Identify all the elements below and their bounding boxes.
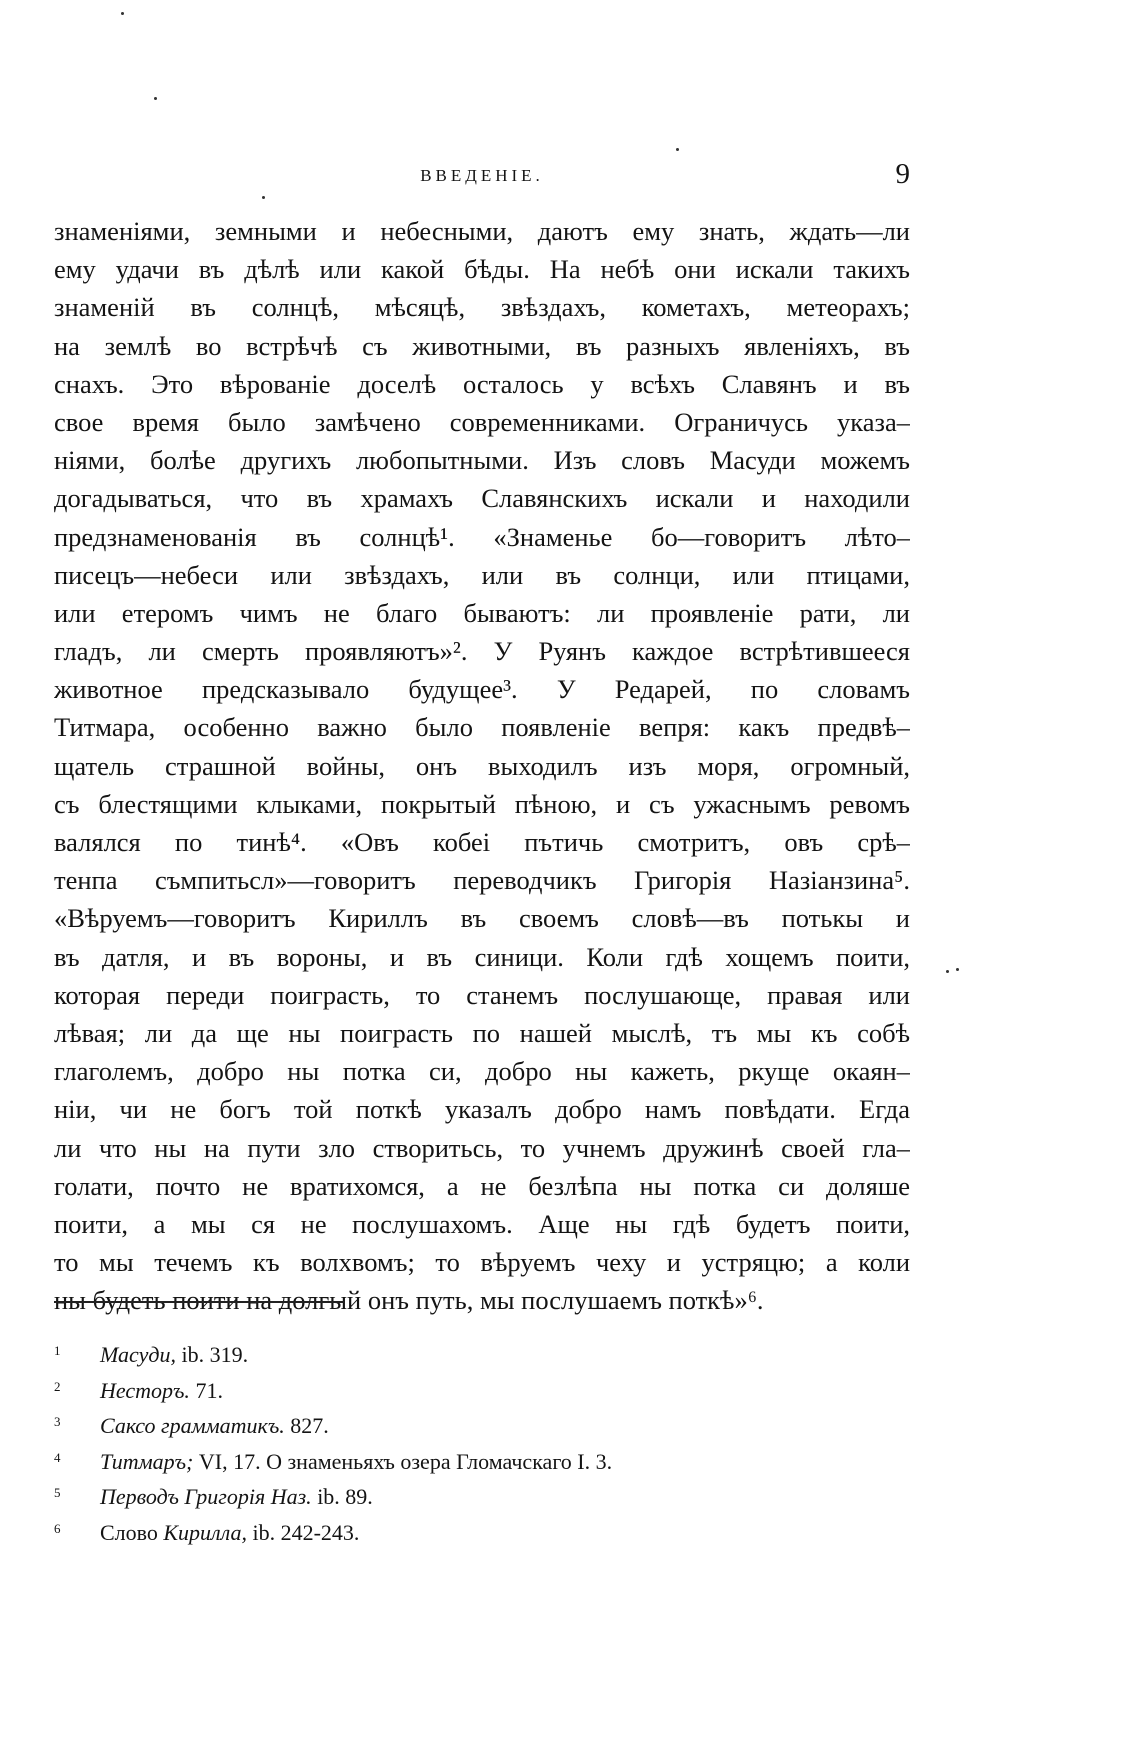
footnote-number: 1 (54, 1343, 61, 1358)
text-line: поити, а мы ся не послушахомъ. Аще ны гдѣ будетъ поити, (54, 1208, 910, 1239)
text-line: лѣвая; ли да ще ны поиграсть по нашей мыслѣ, тъ мы къ собѣ (54, 1017, 910, 1048)
print-speck (676, 148, 679, 151)
footnote (54, 1511, 910, 1547)
footnote-reference: ib. 319. (175, 1342, 249, 1367)
print-speck (956, 968, 959, 971)
text-line: тенпа съмпитьсл»—говоритъ переводчикъ Григорія Назіанзина⁵. (54, 865, 910, 896)
text-line: Титмара, особенно важно было появленіе вепря: какъ предвѣ– (54, 712, 910, 743)
footnote-reference: 71. (189, 1377, 223, 1403)
text-line: «Вѣруемъ—говоритъ Кириллъ въ своемъ словѣ—въ потькы и (54, 903, 910, 934)
text-line: глаголемъ, добро ны потка си, добро ны кажеть, ркуще окаян– (54, 1056, 910, 1087)
text-line: предзнаменованія въ солнцѣ¹. «Знаменье бо—говоритъ лѣто– (54, 521, 910, 552)
running-head: ВВЕДЕНІЕ. (420, 166, 544, 185)
footnotes (54, 1333, 910, 1546)
footnote-number: 6 (54, 1520, 61, 1536)
footnote-source: Несторъ. (100, 1377, 190, 1403)
body-text (54, 212, 910, 1319)
footnote-reference: VI, 17. О знаменьяхъ озера Гломачскаго I. 3. (193, 1448, 613, 1474)
footnote-number: 5 (54, 1485, 61, 1500)
footnote-reference: ib. 89. (311, 1484, 373, 1509)
footnote-source: Титмаръ; (100, 1448, 194, 1474)
footnote (54, 1475, 910, 1511)
text-line: то мы течемъ къ волхвомъ; то вѣруемъ чеху и устряцю; а коли (54, 1247, 910, 1278)
footnote-number: 4 (54, 1449, 61, 1465)
footnote (54, 1440, 910, 1476)
text-line: ніи, чи не богъ той поткѣ указалъ добро намъ повѣдати. Егда (54, 1094, 910, 1125)
footnote-rule (54, 1301, 344, 1303)
footnote (54, 1404, 910, 1440)
text-line: ны будеть поити на долгый онъ путь, мы послушаемъ поткѣ»⁶. (54, 1285, 764, 1316)
text-line: догадываться, что въ храмахъ Славянскихъ искали и находили (54, 483, 910, 514)
text-line: или етеромъ чимъ не благо бываютъ: ли проявленіе рати, ли (54, 597, 910, 628)
text-line: знаменій въ солнцѣ, мѣсяцѣ, звѣздахъ, кометахъ, метеорахъ; (54, 292, 910, 323)
text-line: на землѣ во встрѣчѣ съ животными, въ разныхъ явленіяхъ, въ (54, 330, 910, 361)
footnote-source: Масуди, (100, 1342, 176, 1367)
page-number: 9 (895, 158, 910, 190)
footnote-reference: Слово (100, 1519, 164, 1545)
footnote (54, 1333, 910, 1369)
text-line: которая переди поиграсть, то станемъ послушающе, правая или (54, 979, 910, 1010)
footnote-number: 2 (54, 1378, 61, 1394)
text-line: гладъ, ли смерть проявляютъ»². У Руянъ каждое встрѣтившееся (54, 636, 910, 667)
text-line: валялся по тинѣ⁴. «Овъ кобеі пътичь смотритъ, овъ срѣ– (54, 827, 910, 857)
text-line: ніями, болѣе другихъ любопытными. Изъ словъ Масуди можемъ (54, 445, 910, 476)
text-line: знаменіями, земными и небесными, даютъ ему знать, ждать—ли (54, 216, 910, 246)
text-line: снахъ. Это вѣрованіе доселѣ осталось у всѣхъ Славянъ и въ (54, 368, 910, 399)
print-speck (154, 97, 157, 100)
print-speck (946, 970, 949, 973)
footnote (54, 1369, 910, 1405)
footnote-source: Кирилла, (163, 1519, 247, 1545)
print-speck (121, 12, 124, 15)
text-line: писецъ—небеси или звѣздахъ, или въ солнци, или птицами, (54, 559, 910, 590)
text-line: животное предсказывало будущее³. У Редарей, по словамъ (54, 674, 910, 705)
footnote-source: Саксо грамматикъ. (100, 1413, 285, 1438)
page-header (54, 158, 910, 198)
text-line: голати, почто не вратихомся, а не безлѣпа ны потка си доляше (54, 1170, 910, 1201)
text-line: ему удачи въ дѣлѣ или какой бѣды. На небѣ они искали такихъ (54, 254, 910, 285)
text-line: щатель страшной войны, онъ выходилъ изъ моря, огромный, (54, 750, 910, 781)
text-line: въ датля, и въ вороны, и въ синици. Коли гдѣ хощемъ поити, (54, 941, 910, 972)
footnote-source: Перводъ Григорія Наз. (100, 1484, 312, 1509)
text-line: съ блестящими клыками, покрытый пѣною, и съ ужаснымъ ревомъ (54, 788, 910, 819)
footnote-number: 3 (54, 1414, 61, 1429)
text-line: свое время было замѣчено современниками. Ограничусь указа– (54, 406, 910, 437)
footnote-reference: ib. 242-243. (246, 1519, 360, 1545)
footnote-reference: 827. (284, 1413, 329, 1438)
text-line: ли что ны на пути зло створитьсь, то учнемъ дружинѣ своей гла– (54, 1132, 910, 1163)
